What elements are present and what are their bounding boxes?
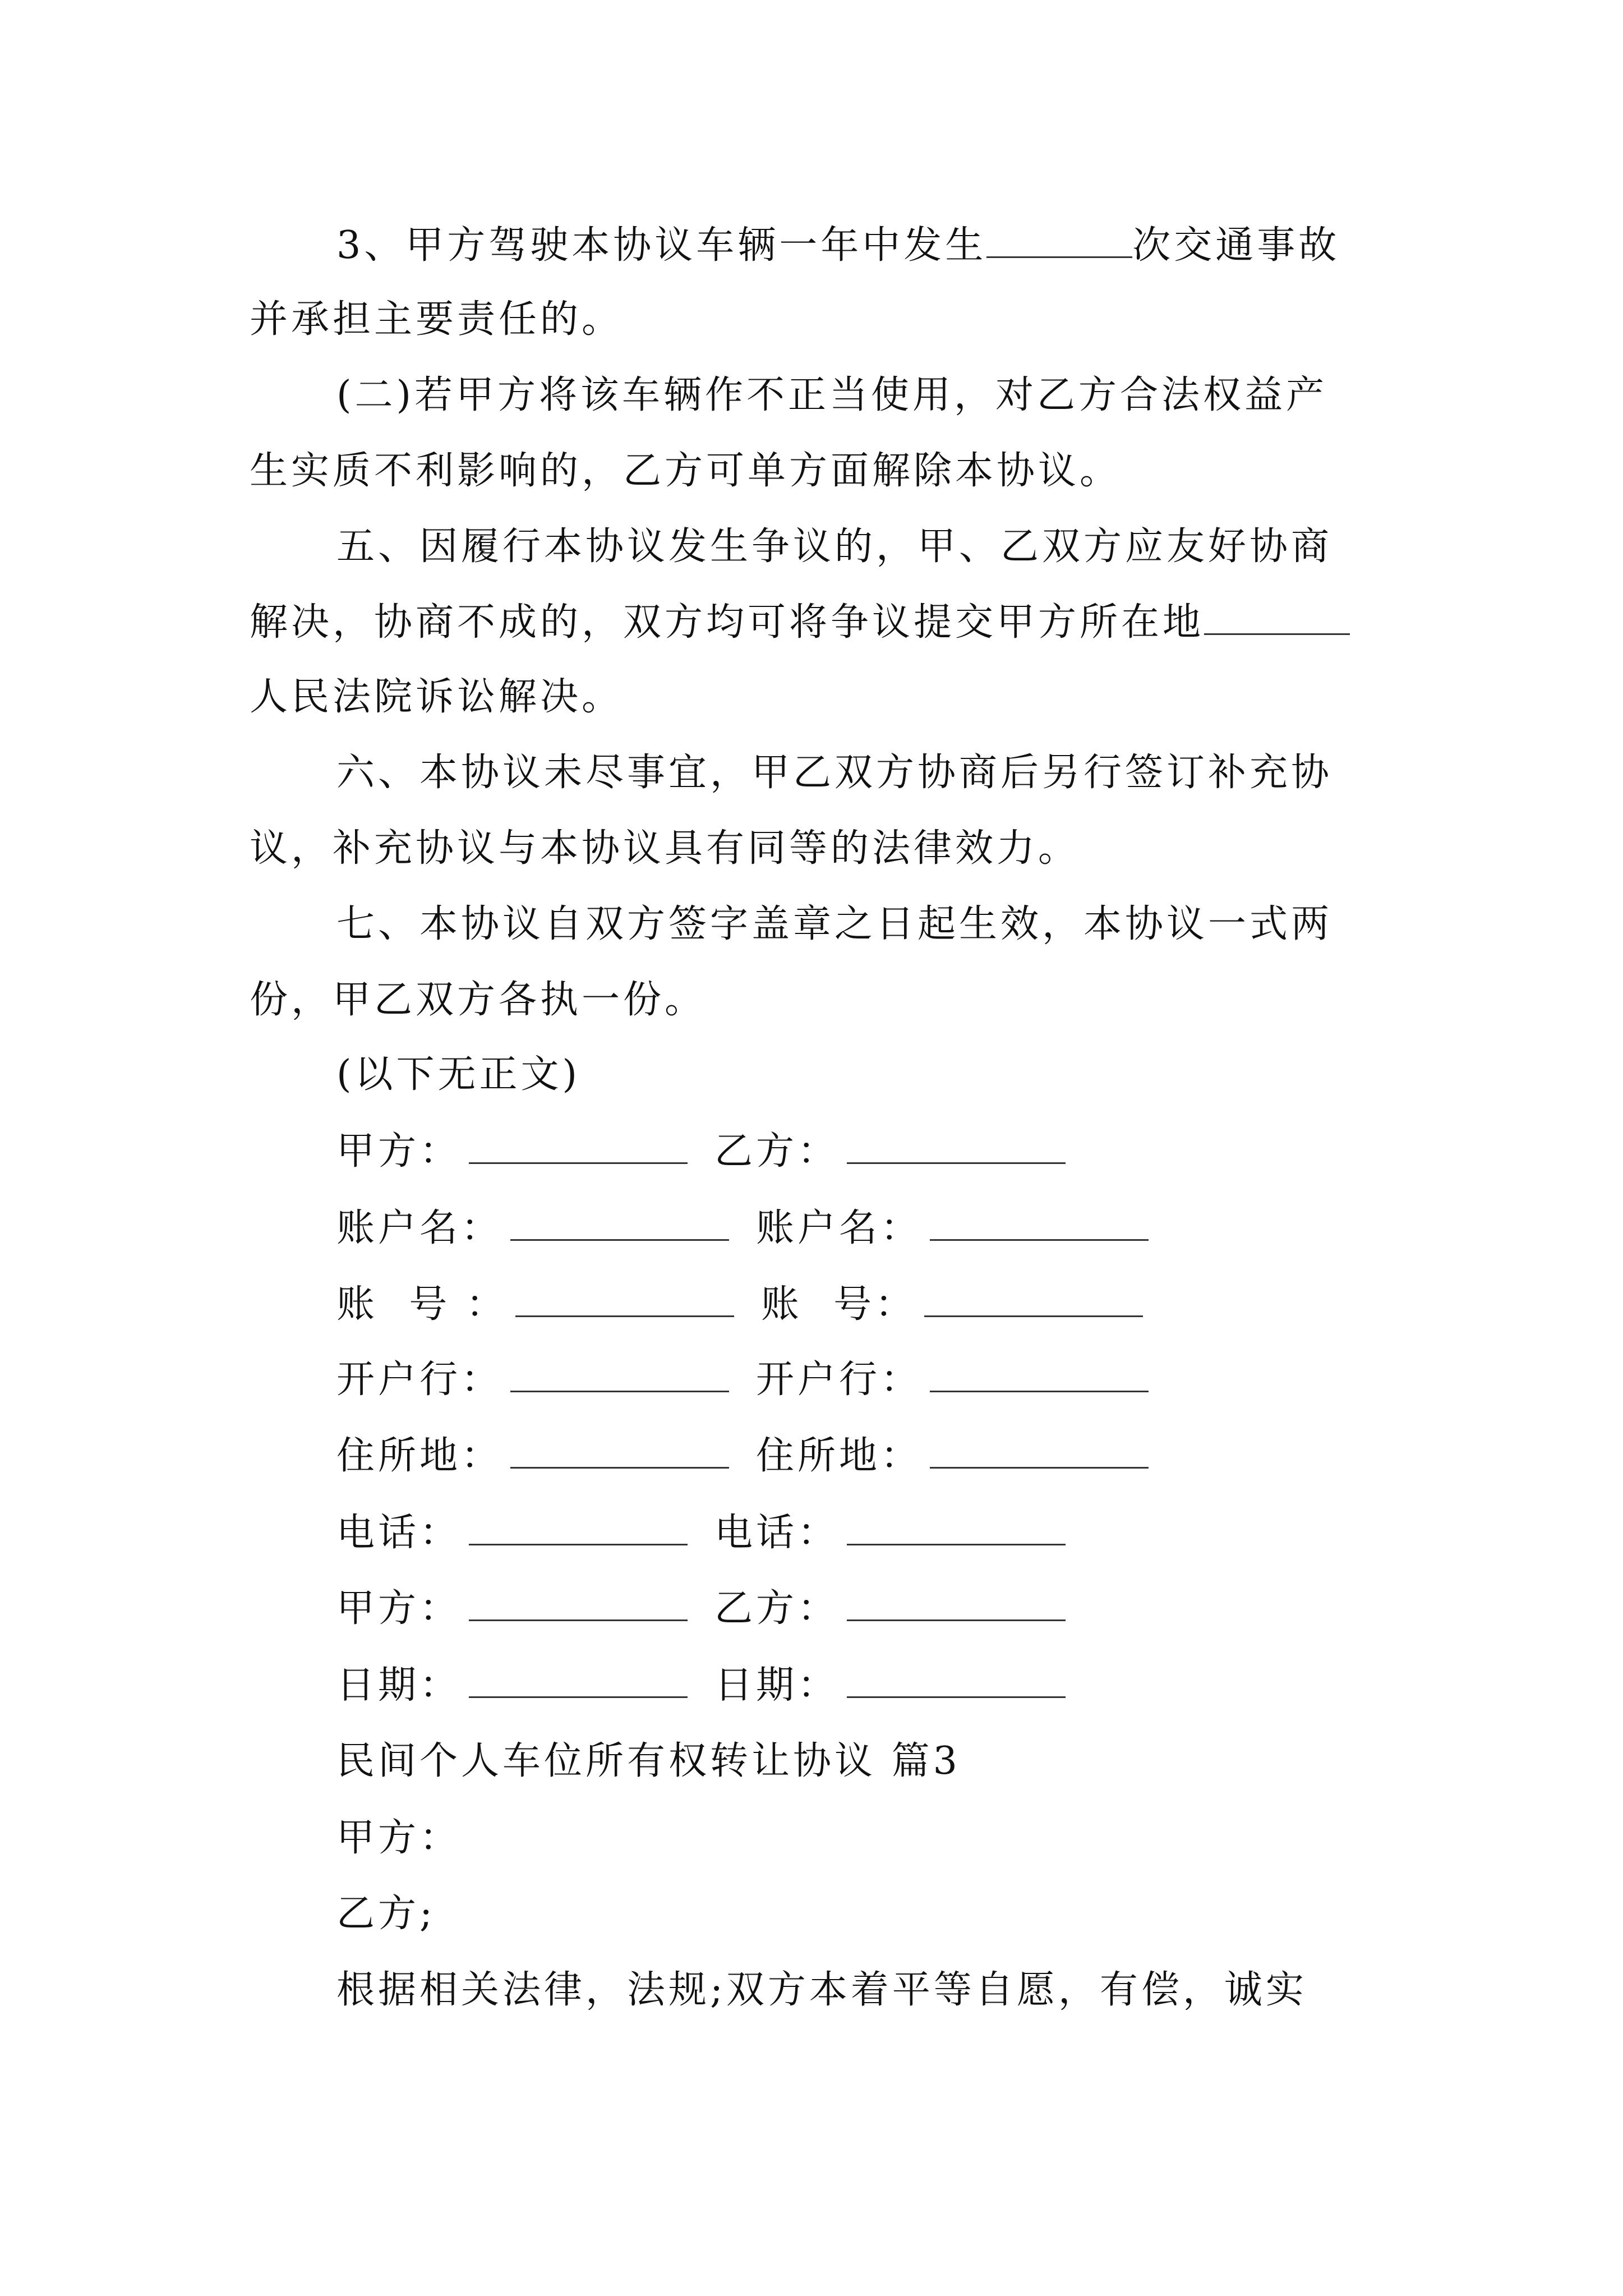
party-b-heading: 乙方;: [336, 1892, 436, 1936]
party-b-account-number-label: 账 号：: [760, 1282, 917, 1327]
clause-7-line-1: 七、本协议自双方签字盖章之日起生效，本协议一式两: [336, 902, 1333, 946]
party-a-address-label: 住所地：: [336, 1434, 503, 1478]
party-b-account-name-field[interactable]: [930, 1208, 1149, 1241]
party-a-account-name-field[interactable]: [510, 1208, 729, 1241]
party-a-bank-label: 开户行：: [336, 1358, 503, 1402]
party-b-account-name-label: 账户名：: [756, 1206, 923, 1250]
party-b-address-label: 住所地：: [756, 1434, 923, 1478]
clause-5-line-2: [250, 600, 1350, 645]
clause-5-line-3: 人民法院诉讼解决。: [250, 675, 624, 719]
signature-row: [336, 1511, 1066, 1556]
party-b-signature-label: 乙方：: [714, 1586, 840, 1631]
party-a-account-number-field[interactable]: [515, 1284, 734, 1317]
clause-7-line-2: 份，甲乙双方各执一份。: [250, 978, 707, 1022]
party-a-date-field[interactable]: [469, 1665, 688, 1698]
clause-3-text-b: 次交通事故: [1132, 223, 1340, 268]
clause-ii-line-2: 生实质不利影响的，乙方可单方面解除本协议。: [250, 449, 1122, 493]
party-a-bank-field[interactable]: [510, 1359, 729, 1392]
party-a-account-name-label: 账户名：: [336, 1206, 503, 1250]
clause-3-text-a: 3、甲方驾驶本协议车辆一年中发生: [336, 223, 987, 268]
signature-row: [336, 1129, 1066, 1174]
party-a-signature-field[interactable]: [469, 1588, 688, 1621]
party-a-address-field[interactable]: [510, 1435, 729, 1469]
party-a-account-number-label: 账 号 ：: [336, 1282, 508, 1327]
party-a-phone-field[interactable]: [469, 1512, 688, 1545]
signature-row: [336, 1434, 1149, 1479]
party-b-bank-label: 开户行：: [756, 1358, 923, 1402]
clause-6-line-1: 六、本协议未尽事宜，甲乙双方协商后另行签订补充协: [336, 751, 1333, 795]
party-b-phone-field[interactable]: [847, 1512, 1066, 1545]
signature-row: [336, 1282, 1143, 1327]
no-more-text-note: (以下无正文): [336, 1052, 581, 1097]
party-a-date-label: 日期：: [336, 1663, 462, 1708]
party-b-account-number-field[interactable]: [924, 1284, 1143, 1317]
signature-row: [336, 1663, 1066, 1708]
party-a-signature-label: 甲方：: [336, 1586, 462, 1631]
party-b-label: 乙方：: [714, 1129, 840, 1174]
clause-ii-line-1: (二)若甲方将该车辆作不正当使用，对乙方合法权益产: [336, 373, 1328, 417]
intro-paragraph: 根据相关法律，法规;双方本着平等自愿，有偿，诚实: [336, 1968, 1307, 2012]
party-b-phone-label: 电话：: [714, 1511, 840, 1555]
clause-3-line-2: 并承担主要责任的。: [250, 297, 624, 342]
party-b-field[interactable]: [847, 1131, 1066, 1164]
signature-row: [336, 1358, 1149, 1402]
clause-3-line-1: [336, 223, 1340, 268]
party-b-date-label: 日期：: [714, 1663, 840, 1708]
court-location-blank[interactable]: [1204, 602, 1350, 635]
party-b-bank-field[interactable]: [930, 1359, 1149, 1392]
accident-count-blank[interactable]: [986, 225, 1132, 258]
clause-6-line-2: 议，补充协议与本协议具有同等的法律效力。: [250, 826, 1080, 871]
clause-5-text: 解决，协商不成的，双方均可将争议提交甲方所在地: [250, 600, 1205, 645]
signature-row: [336, 1586, 1066, 1631]
party-a-field[interactable]: [469, 1131, 688, 1164]
clause-5-line-1: 五、因履行本协议发生争议的，甲、乙双方应友好协商: [336, 524, 1333, 569]
section-title: 民间个人车位所有权转让协议 篇3: [336, 1739, 961, 1783]
party-a-label: 甲方：: [336, 1129, 462, 1174]
party-a-heading: 甲方：: [336, 1816, 462, 1860]
signature-row: [336, 1206, 1149, 1251]
party-b-address-field[interactable]: [930, 1435, 1149, 1469]
party-b-date-field[interactable]: [847, 1665, 1066, 1698]
party-b-signature-field[interactable]: [847, 1588, 1066, 1621]
party-a-phone-label: 电话：: [336, 1511, 462, 1555]
